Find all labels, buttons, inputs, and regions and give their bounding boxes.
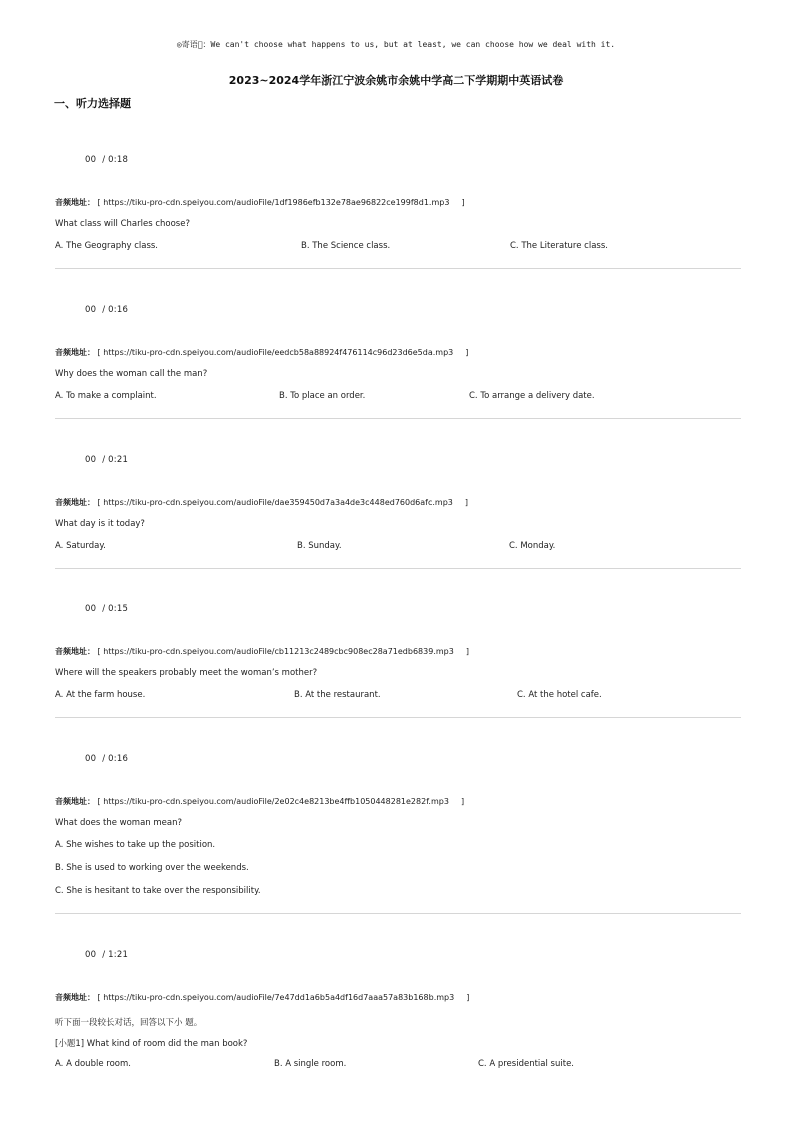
option-a[interactable]: A. At the farm house. [55,690,146,700]
option-c[interactable]: C. The Literature class. [510,241,608,251]
option-c[interactable]: C. A presidential suite. [478,1059,574,1069]
divider [55,913,741,914]
audio-link[interactable]: [ https://tiku-pro-cdn.speiyou.com/audioFile/1df1986efb132e78ae96822ce199f8d1.mp3 [97,198,450,207]
audio-link[interactable]: [ https://tiku-pro-cdn.speiyou.com/audioFile/2e02c4e8213be4ffb1050448281e282f.mp3 [97,797,449,806]
option-a[interactable]: A. The Geography class. [55,241,159,251]
divider [55,268,741,269]
option-b[interactable]: B. The Science class. [301,241,391,251]
question-5 [55,754,741,904]
audio-address: 音频地址： [ https://tiku-pro-cdn.speiyou.com/audioFile/eedcb58a88924f476114c96d23d6e5da.mp3 ] [55,348,469,357]
option-b[interactable]: B. Sunday. [297,541,342,551]
question-6 [55,950,741,1100]
current-time: 00 [85,754,97,764]
question-2 [55,305,741,455]
question-stem: Where will the speakers probably meet the woman’s mother? [55,668,318,678]
audio-label: 音频地址： [55,647,95,656]
current-time: 00 [85,604,97,614]
option-b[interactable]: B. A single room. [274,1059,347,1069]
duration: / 1:21 [102,950,129,960]
instruction: 听下面一段较长对话，回答以下小 题。 [55,1018,203,1028]
audio-label: 音频地址： [55,348,95,357]
audio-label: 音频地址： [55,797,95,806]
option-b[interactable]: B. To place an order. [279,391,366,401]
audio-link[interactable]: [ https://tiku-pro-cdn.speiyou.com/audioFile/7e47dd1a6b5a4df16d7aaa57a83b168b.mp3 [97,993,455,1002]
option-a[interactable]: A. To make a complaint. [55,391,157,401]
audio-player[interactable] [85,604,128,614]
option-c[interactable]: C. At the hotel cafe. [517,690,602,700]
question-stem: What class will Charles choose? [55,219,190,229]
section-heading: 一、听力选择题 [54,97,131,110]
option-b[interactable]: B. She is used to working over the weekends. [55,863,249,873]
audio-address: 音频地址： [ https://tiku-pro-cdn.speiyou.com/audioFile/1df1986efb132e78ae96822ce199f8d1.mp3 ] [55,198,465,207]
audio-address: 音频地址： [ https://tiku-pro-cdn.speiyou.com/audioFile/7e47dd1a6b5a4df16d7aaa57a83b168b.mp3 ] [55,993,470,1002]
audio-link[interactable]: [ https://tiku-pro-cdn.speiyou.com/audioFile/eedcb58a88924f476114c96d23d6e5da.mp3 [97,348,454,357]
question-stem: What does the woman mean? [55,818,182,828]
audio-label: 音频地址： [55,993,95,1002]
option-a[interactable]: A. She wishes to take up the position. [55,840,216,850]
option-c[interactable]: C. She is hesitant to take over the responsibility. [55,886,261,896]
duration: / 0:18 [102,155,129,165]
current-time: 00 [85,305,97,315]
motto: ◎寄语𫠠：We can't choose what happens to us, but at least, we can choose how we deal with it. [176,40,616,49]
duration: / 0:21 [102,455,129,465]
option-c[interactable]: C. To arrange a delivery date. [469,391,595,401]
divider [55,717,741,718]
current-time: 00 [85,950,97,960]
question-4 [55,604,741,754]
audio-player[interactable] [85,155,128,165]
audio-player[interactable] [85,305,128,315]
page-title: 2023~2024学年浙江宁波余姚市余姚中学高二下学期期中英语试卷 [228,74,564,87]
option-a[interactable]: A. Saturday. [55,541,106,551]
audio-label: 音频地址： [55,198,95,207]
duration: / 0:16 [102,305,129,315]
audio-player[interactable] [85,950,128,960]
audio-link[interactable]: [ https://tiku-pro-cdn.speiyou.com/audioFile/dae359450d7a3a4de3c448ed760d6afc.mp3 [97,498,453,507]
option-c[interactable]: C. Monday. [509,541,556,551]
audio-address: 音频地址： [ https://tiku-pro-cdn.speiyou.com/audioFile/2e02c4e8213be4ffb1050448281e282f.mp3 ] [55,797,465,806]
question-stem: [小题1] What kind of room did the man book? [55,1039,248,1049]
question-1 [55,155,741,305]
audio-link[interactable]: [ https://tiku-pro-cdn.speiyou.com/audioFile/cb11213c2489cbc908ec28a71edb6839.mp3 [97,647,454,656]
option-a[interactable]: A. A double room. [55,1059,131,1069]
audio-player[interactable] [85,455,128,465]
current-time: 00 [85,155,97,165]
divider [55,568,741,569]
audio-label: 音频地址： [55,498,95,507]
question-3 [55,455,741,605]
option-b[interactable]: B. At the restaurant. [294,690,381,700]
audio-address: 音频地址： [ https://tiku-pro-cdn.speiyou.com/audioFile/dae359450d7a3a4de3c448ed760d6afc.mp3 ] [55,498,468,507]
audio-address: 音频地址： [ https://tiku-pro-cdn.speiyou.com/audioFile/cb11213c2489cbc908ec28a71edb6839.mp3 ] [55,647,469,656]
duration: / 0:16 [102,754,129,764]
audio-player[interactable] [85,754,128,764]
question-stem: What day is it today? [55,519,145,529]
duration: / 0:15 [102,604,129,614]
question-stem: Why does the woman call the man? [55,369,208,379]
divider [55,418,741,419]
current-time: 00 [85,455,97,465]
